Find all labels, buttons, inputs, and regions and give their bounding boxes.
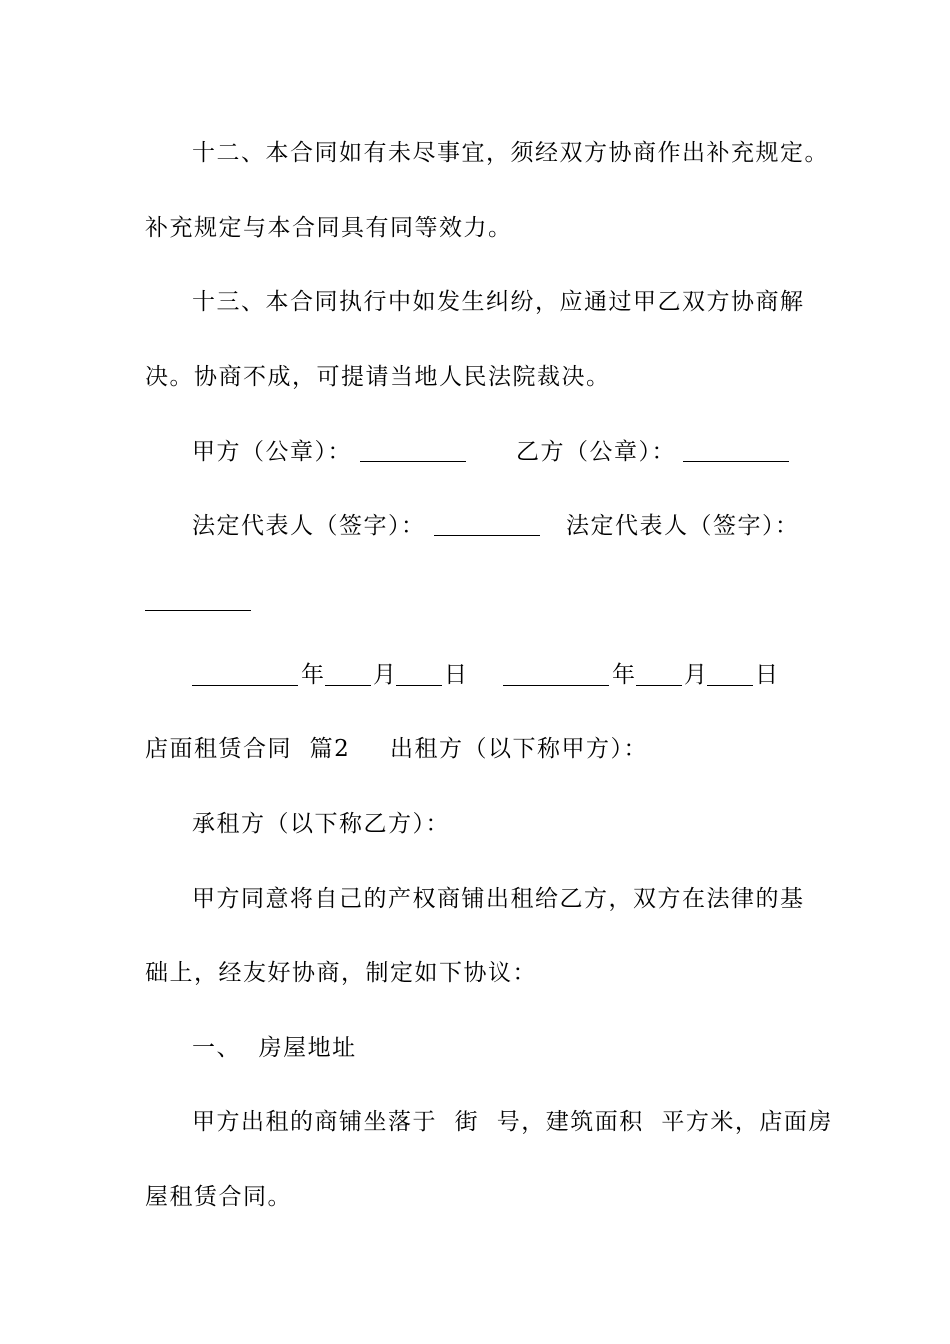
rep-b-label: 法定代表人（签字）：: [566, 513, 800, 539]
date-a-day-blank: [396, 667, 442, 686]
date-a-year-blank: [192, 667, 298, 686]
date-b-month-blank: [636, 667, 682, 686]
date-b-year-blank: [503, 667, 609, 686]
section-1-heading: 一、 房屋地址: [192, 1035, 357, 1061]
address-line-2: 屋租赁合同。: [145, 1184, 292, 1210]
lessor-label: 出租方（以下称甲方）：: [390, 736, 648, 762]
date-a-year-label: 年: [301, 662, 326, 688]
date-b-month-label: 月: [684, 662, 709, 688]
date-a-month-label: 月: [373, 662, 398, 688]
rep-a-label: 法定代表人（签字）：: [192, 513, 426, 539]
party-a-seal-label: 甲方（公章）：: [192, 439, 352, 465]
agreement-line-2: 础上，经友好协商，制定如下协议：: [145, 960, 537, 986]
date-b-day-blank: [707, 667, 753, 686]
party-a-seal-blank: [360, 443, 466, 462]
rep-b-blank: [145, 592, 251, 611]
contract-2-title: 店面租赁合同 篇2: [145, 736, 351, 762]
agreement-line-1: 甲方同意将自己的产权商铺出租给乙方，双方在法律的基: [192, 886, 805, 912]
date-b-year-label: 年: [612, 662, 637, 688]
clause-12-line-2: 补充规定与本合同具有同等效力。: [145, 215, 513, 241]
party-b-seal-blank: [683, 443, 789, 462]
clause-13-line-2: 决。协商不成，可提请当地人民法院裁决。: [145, 364, 611, 390]
date-a-month-blank: [325, 667, 371, 686]
date-b-day-label: 日: [755, 662, 780, 688]
clause-12-line-1: 十二、本合同如有未尽事宜，须经双方协商作出补充规定。: [192, 140, 829, 166]
party-b-seal-label: 乙方（公章）：: [516, 439, 676, 465]
address-line-1: 甲方出租的商铺坐落于 街 号，建筑面积 平方米，店面房: [192, 1109, 833, 1135]
date-a-day-label: 日: [444, 662, 469, 688]
rep-a-blank: [434, 517, 540, 536]
lessee-label: 承租方（以下称乙方）：: [192, 811, 450, 837]
clause-13-line-1: 十三、本合同执行中如发生纠纷，应通过甲乙双方协商解: [192, 289, 805, 315]
